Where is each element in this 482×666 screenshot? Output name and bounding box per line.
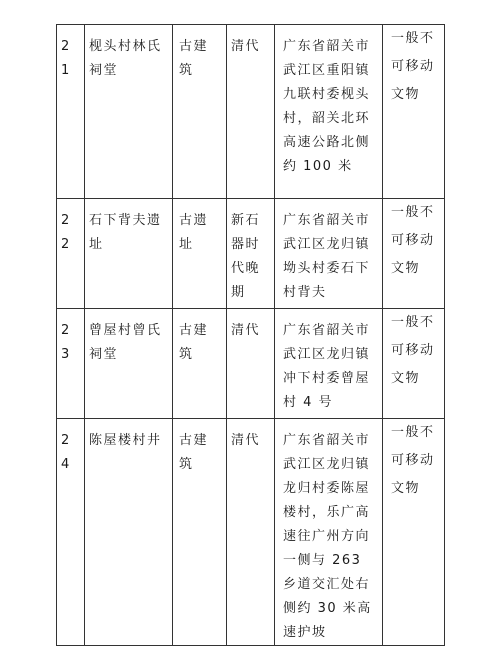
row-number: 22	[61, 213, 71, 252]
protection-level-cell	[383, 419, 445, 646]
row-number-cell	[57, 25, 85, 199]
era-cell	[227, 25, 275, 199]
row-number: 23	[61, 323, 71, 362]
site-category: 古建筑	[179, 39, 209, 78]
era-cell	[227, 309, 275, 419]
site-name-cell	[85, 419, 173, 646]
site-address: 广东省韶关市武江区龙归镇坳头村委石下村背夫	[283, 213, 371, 300]
protection-level-cell	[383, 25, 445, 199]
site-name-cell	[85, 25, 173, 199]
protection-level-cell	[383, 199, 445, 309]
site-era: 清代	[231, 323, 261, 338]
site-name-cell	[85, 309, 173, 419]
site-address: 广东省韶关市武江区重阳镇九联村委枧头村，韶关北环高速公路北侧约 100 米	[283, 39, 371, 174]
site-name: 枧头村林氏祠堂	[89, 39, 162, 78]
era-cell	[227, 419, 275, 646]
table-row	[57, 199, 445, 309]
site-era: 新石器时代晚期	[231, 213, 261, 300]
protection-level: 一般不可移动文物	[391, 425, 435, 496]
category-cell	[173, 25, 227, 199]
row-number: 24	[61, 433, 71, 472]
site-category: 古建筑	[179, 433, 209, 472]
address-cell	[275, 309, 383, 419]
protection-level: 一般不可移动文物	[391, 315, 435, 386]
site-category: 古建筑	[179, 323, 209, 362]
site-name: 石下背夫遗址	[89, 213, 162, 252]
protection-level-cell	[383, 309, 445, 419]
site-category: 古遗址	[179, 213, 209, 252]
row-number: 21	[61, 39, 71, 78]
row-number-cell	[57, 419, 85, 646]
protection-level: 一般不可移动文物	[391, 205, 435, 276]
site-address: 广东省韶关市武江区龙归镇冲下村委曾屋村 4 号	[283, 323, 371, 410]
address-cell	[275, 199, 383, 309]
table-row	[57, 419, 445, 646]
heritage-table	[56, 24, 445, 646]
site-era: 清代	[231, 39, 261, 54]
site-name-cell	[85, 199, 173, 309]
site-address: 广东省韶关市武江区龙归镇龙归村委陈屋楼村，乐广高速往广州方向一侧与 263 乡道交汇处右侧约 30 米高速护坡	[283, 433, 372, 640]
category-cell	[173, 309, 227, 419]
era-cell	[227, 199, 275, 309]
table-row	[57, 309, 445, 419]
site-name: 陈屋楼村井	[89, 433, 162, 448]
category-cell	[173, 419, 227, 646]
address-cell	[275, 25, 383, 199]
site-era: 清代	[231, 433, 261, 448]
row-number-cell	[57, 309, 85, 419]
protection-level: 一般不可移动文物	[391, 31, 435, 102]
category-cell	[173, 199, 227, 309]
address-cell	[275, 419, 383, 646]
table-row	[57, 25, 445, 199]
site-name: 曾屋村曾氏祠堂	[89, 323, 162, 362]
row-number-cell	[57, 199, 85, 309]
